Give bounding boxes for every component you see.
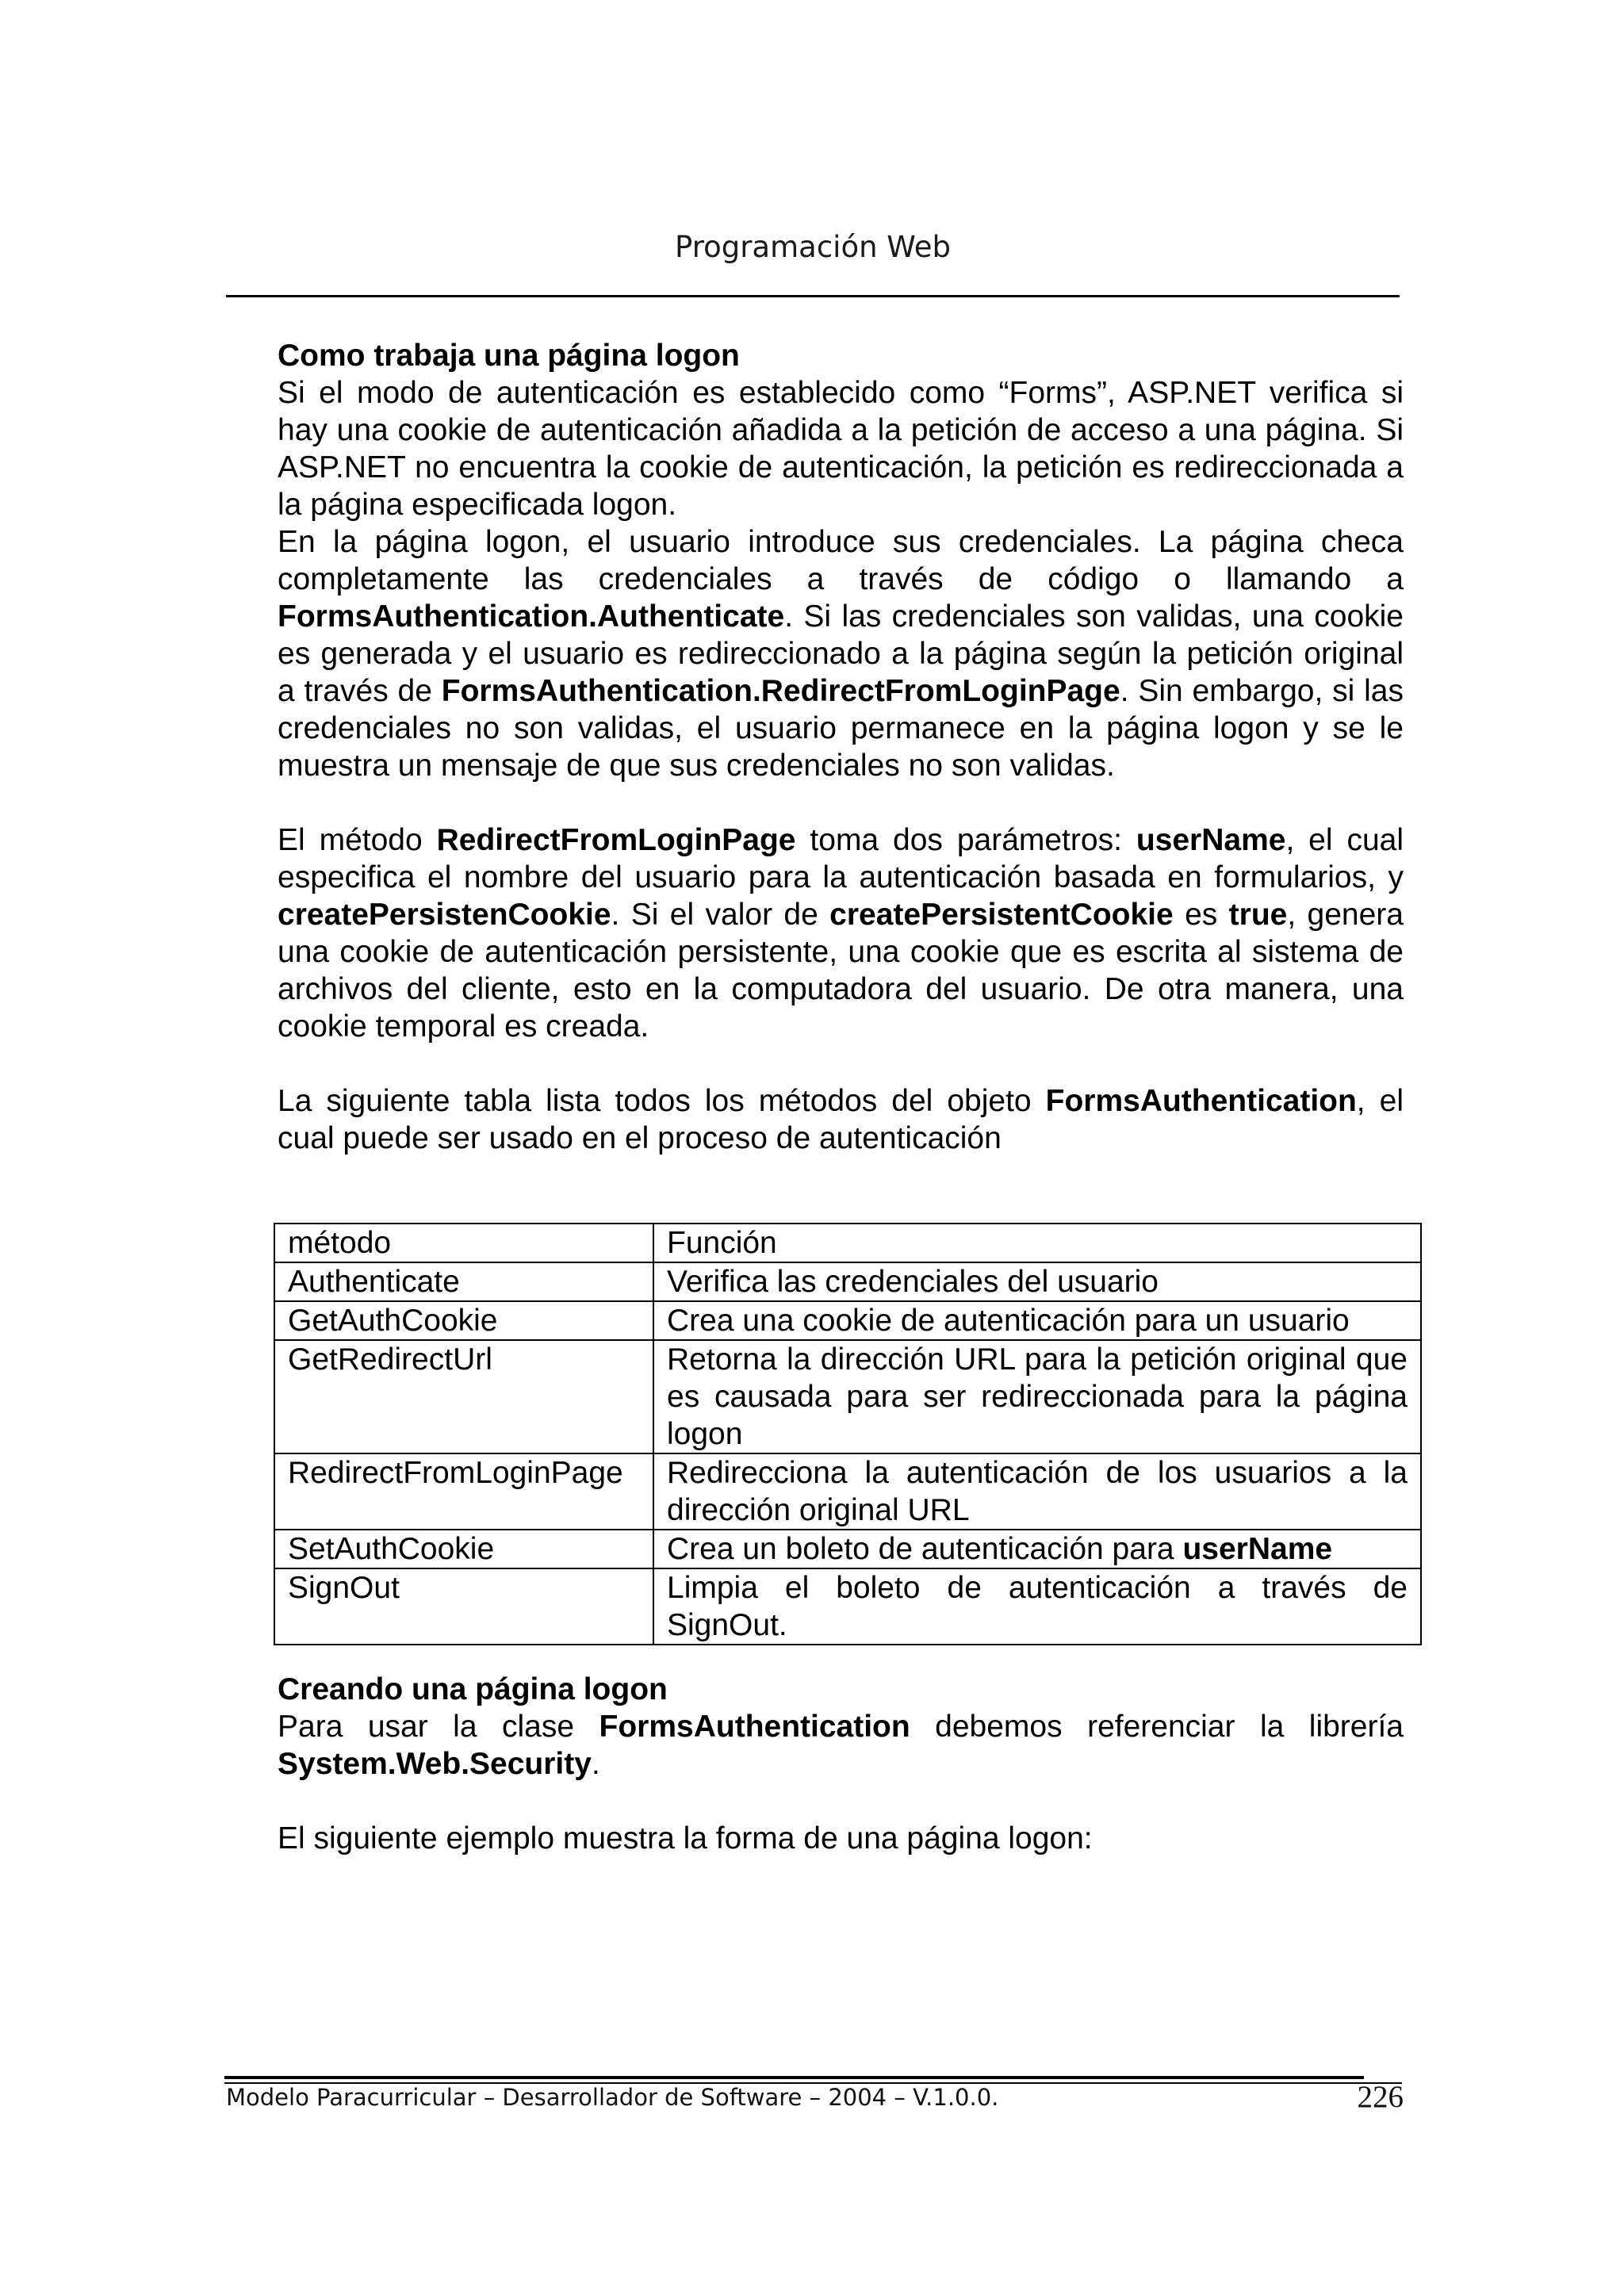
table-header-cell: método	[274, 1224, 653, 1262]
text-run: En la página logon, el usuario introduce sus credenciales. La página checa completamente las credenciales a través de código o llamando a	[278, 525, 1404, 596]
text-run: debemos referenciar la librería	[910, 1710, 1404, 1744]
text-run: es	[1173, 898, 1229, 932]
method-cell: RedirectFromLoginPage	[274, 1453, 653, 1530]
function-cell: Redirecciona la autenticación de los usuarios a la dirección original URL	[653, 1453, 1421, 1530]
function-cell	[653, 1530, 1421, 1568]
section-title-logon: Como trabaja una página logon	[278, 339, 740, 373]
code-term: userName	[1182, 1532, 1333, 1566]
paragraph-redirect-method	[278, 821, 1404, 1045]
page-number: 226	[1357, 2080, 1404, 2114]
text-run: . Si las credenciales son validas, una cookie es generada y el usuario es redireccionado a la página según la petición original a través de	[278, 599, 1404, 708]
code-term: FormsAuthentication	[599, 1710, 910, 1744]
methods-table	[274, 1223, 1422, 1645]
paragraph-table-intro	[278, 1082, 1404, 1157]
code-term: RedirectFromLoginPage	[436, 823, 796, 857]
code-term: true	[1228, 898, 1288, 932]
code-term: createPersistentCookie	[829, 898, 1174, 932]
text-run: toma dos parámetros:	[795, 823, 1136, 857]
method-cell: Authenticate	[274, 1262, 653, 1301]
table-row	[274, 1568, 1421, 1645]
paragraph-example-intro	[278, 1820, 1404, 1857]
table-row	[274, 1262, 1421, 1301]
table-row	[274, 1453, 1421, 1530]
running-header: Programación Web	[675, 230, 951, 264]
code-term-redirect-from-login-page: FormsAuthentication.RedirectFromLoginPage	[441, 674, 1120, 708]
text-run: Crea un boleto de autenticación para	[667, 1532, 1183, 1566]
method-cell: GetRedirectUrl	[274, 1340, 653, 1453]
text-run: . Si el valor de	[611, 898, 830, 932]
paragraph-security-namespace	[278, 1708, 1404, 1783]
function-cell: Limpia el boleto de autenticación a través de SignOut.	[653, 1568, 1421, 1645]
table-row	[274, 1301, 1421, 1340]
code-term: userName	[1136, 823, 1286, 857]
section-title-creating	[278, 1671, 1404, 1708]
section-title-text: Creando una página logon	[278, 1672, 668, 1706]
function-cell: Retorna la dirección URL para la petición original que es causada para ser redireccionada para la página logon	[653, 1340, 1421, 1453]
text-run: , genera una cookie de autenticación persistente, una cookie que es escrita al sistema de archivos del cliente, esto en la computadora del usuario. De otra manera, una cookie temporal es creada.	[278, 898, 1404, 1044]
table-header-cell: Función	[653, 1224, 1421, 1262]
code-term-authenticate: FormsAuthentication.Authenticate	[278, 599, 785, 634]
header-rule	[226, 295, 1400, 297]
paragraph-forms-mode	[278, 374, 1404, 523]
table-row	[274, 1530, 1421, 1568]
footer-text: Modelo Paracurricular – Desarrollador de Software – 2004 – V.1.0.0.	[226, 2084, 999, 2111]
code-term: System.Web.Security	[278, 1747, 592, 1781]
text-run: , el cual especifica el nombre del usuario para la autenticación basada en formularios, y	[278, 823, 1404, 894]
text-run: .	[591, 1747, 600, 1781]
paragraph-logon-page	[278, 523, 1404, 784]
text-run: El método	[278, 823, 437, 857]
code-term: createPersistenCookie	[278, 898, 611, 932]
method-cell: GetAuthCookie	[274, 1301, 653, 1340]
code-term: FormsAuthentication	[1045, 1084, 1357, 1118]
text-run: Si el modo de autenticación es establecido como “Forms”, ASP.NET verifica si hay una cookie de autenticación añadida a la petición de acceso a una página. Si ASP.NET no encuentra la cookie de autenticación, la petición es redireccionada a la página especificada logon.	[278, 376, 1404, 522]
method-cell: SetAuthCookie	[274, 1530, 653, 1568]
body-content	[278, 337, 1404, 1157]
method-cell: SignOut	[274, 1568, 653, 1645]
text-run: El siguiente ejemplo muestra la forma de una página logon:	[278, 1821, 1093, 1855]
table-row	[274, 1340, 1421, 1453]
function-cell: Crea una cookie de autenticación para un usuario	[653, 1301, 1421, 1340]
text-run: , el cual puede ser usado en el proceso de autenticación	[278, 1084, 1404, 1155]
section-creating-logon	[278, 1671, 1404, 1857]
footer-rule	[224, 2076, 1364, 2079]
text-run: Para usar la clase	[278, 1710, 599, 1744]
function-cell: Verifica las credenciales del usuario	[653, 1262, 1421, 1301]
text-run: La siguiente tabla lista todos los métodos del objeto	[278, 1084, 1046, 1118]
table-header-row	[274, 1224, 1421, 1262]
text-run: . Sin embargo, si las credenciales no son validas, el usuario permanece en la página logon y se le muestra un mensaje de que sus credenciales no son validas.	[278, 674, 1404, 783]
